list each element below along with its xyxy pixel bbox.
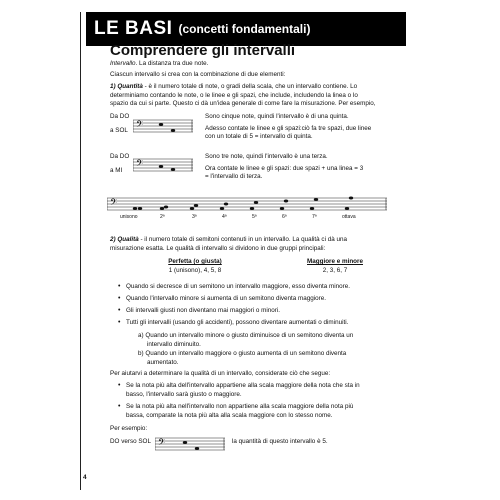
- example1-staff: [133, 118, 193, 134]
- header-title: LE BASI: [94, 18, 173, 39]
- example2-label: Da DO a MI: [110, 153, 130, 174]
- list-item: • Se la nota più alta nell'intervallo non appartiene alla scala maggiore della nota più bassa, comparate la nota più alta alla scala maggiore con lo stesso nome.: [126, 403, 353, 420]
- svg-text:𝄢: 𝄢: [158, 437, 166, 450]
- intro-text: Ciascun intervallo si crea con la combinazione di due elementi:: [110, 71, 286, 78]
- list-item: • Se la nota più alta dell'intervallo appartiene alla scala maggiore della nota che sta in basso, l'intervallo sarà giusto o maggiore.: [126, 382, 360, 399]
- example1-label: Da DO a SOL: [110, 113, 130, 134]
- qualita-paragraph: 2) Qualità - il numero totale di semitoni contenuti in un intervallo. La qualità ci dà una misurazione esatta. Le qualità di intervallo si dividono in due gruppi principali:: [110, 236, 347, 252]
- last-example-label: DO verso SOL: [110, 438, 151, 445]
- list-item: • Gli intervalli giusti non diventano mai maggiori o minori.: [126, 307, 280, 316]
- page-header: [86, 12, 406, 46]
- perfect-group: Perfetta (o giusta) 1 (unisono), 4, 5, 8: [168, 258, 222, 274]
- svg-text:𝄢: 𝄢: [110, 197, 118, 210]
- page-number: 4: [83, 474, 87, 481]
- header-subtitle: (concetti fondamentali): [178, 22, 311, 36]
- example1-text: Sono cinque note, quindi l'intervallo è di una quinta. Adesso contate le linee e gli spazi:ciò fa tre spazi, due linee con un totale di 5 = intervallo di quinta.: [205, 113, 372, 141]
- example2-staff: [133, 157, 193, 173]
- margin-rule: [80, 12, 81, 490]
- intervals-staff: [107, 196, 387, 212]
- page: LE BASI (concetti fondamentali) Comprendere gli intervalli Intervallo. La distanza tra due note. Ciascun intervallo si crea con la combinazione di due elementi: 1) Quantità - è il numero totale di note, o gradi della scala, che un intervallo contiene. Lo determiniamo contando le note, o le linee e gli spazi, che include, includendo la linea o lo spazio da cui si parte. Questo ci dà un'idea generale di come fare la misurazione. Per esempio, Da DO a SOL 𝄢 Sono cinque note, quindi l'intervallo è di una quinta. Adesso contate le linee e gli spazi:ciò fa tre spazi, due linee con un totale di 5 = intervallo di quinta. Da DO a MI 𝄢 Sono tre note, quindi l'intervallo è una terza. Ora contate le linee e gli spazi: due spazi + una linea = 3 = l'intervallo di terza. 𝄢 unisono 2ª 3ª 4ª 5ª 6ª 7ª ottava 2) Qualità - il numero totale di semitoni contenuti in un intervallo. La qualità ci dà una misurazione esatta. Le qualità di intervallo si dividono in due gruppi principali: Perfetta (o giusta) 1 (unisono), 4, 5, 8 Maggiore e minore 2, 3, 6, 7 • Quando si decresce di un semitono un intervallo maggiore, esso diventa minore. • Quando l'intervallo minore si aumenta di un semitono diventa maggiore. • Gli intervalli giusti non diventano mai maggiori o minori. • Tutti gli intervalli (usando gli accidenti), possono diventare aumentati o diminuiti. a) Quando un intervallo minore o giusto diminuisce di un semitono diventa un intervallo diminuito. b) Quando un intervallo maggiore o giusto aumenta di un semitono diventa aumentato. Per aiutarvi a determinare la qualità di un intervallo, considerate ciò che segue: • Se la nota più alta dell'intervallo appartiene alla scala maggiore della nota che sta in basso, l'intervallo sarà giusto o maggiore. • Se la nota più alta nell'intervallo non appartiene alla scala maggiore della nota più bassa, comparate la nota più alta alla scala maggiore con lo stesso nome. Per esempio: DO verso SOL 𝄢 la quantità di questo intervallo è 5. 4: [0, 0, 500, 500]
- subrule-b: b) Quando un intervallo maggiore o giusto aumenta di un semitono diventa aumentato.: [138, 350, 347, 366]
- list-item: • Tutti gli intervalli (usando gli accidenti), possono diventare aumentati o diminuiti.: [126, 319, 348, 328]
- svg-text:𝄢: 𝄢: [136, 158, 144, 171]
- example2-text: Sono tre note, quindi l'intervallo è una terza. Ora contate le linee e gli spazi: due spazi + una linea = 3 = l'intervallo di terza.: [205, 153, 364, 181]
- subrule-a: a) Quando un intervallo minore o giusto diminuisce di un semitono diventa un intervallo diminuito.: [138, 332, 354, 348]
- last-example-staff: [155, 436, 225, 452]
- list-item: • Quando si decresce di un semitono un intervallo maggiore, esso diventa minore.: [126, 283, 350, 292]
- example-label: Per esempio:: [110, 425, 148, 432]
- intervallo-definition: Intervallo. La distanza tra due note.: [110, 60, 209, 67]
- list-item: • Quando l'intervallo minore si aumenta di un semitono diventa maggiore.: [126, 295, 326, 304]
- section-title: Comprendere gli intervalli: [110, 42, 296, 59]
- last-example-text: la quantità di questo intervallo è 5.: [232, 438, 328, 445]
- quantita-paragraph: 1) Quantità - è il numero totale di note, o gradi della scala, che un intervallo contiene. Lo determiniamo contando le note, o le linee e gli spazi, che include, includendo la linea o lo spazio da cui si parte. Questo ci dà un'idea generale di come fare la misurazione. Per esempio,: [110, 83, 376, 108]
- major-minor-group: Maggiore e minore 2, 3, 6, 7: [307, 258, 363, 274]
- svg-text:𝄢: 𝄢: [136, 119, 144, 132]
- aid-intro: Per aiutarvi a determinare la qualità di un intervallo, considerate ciò che segue:: [110, 370, 331, 377]
